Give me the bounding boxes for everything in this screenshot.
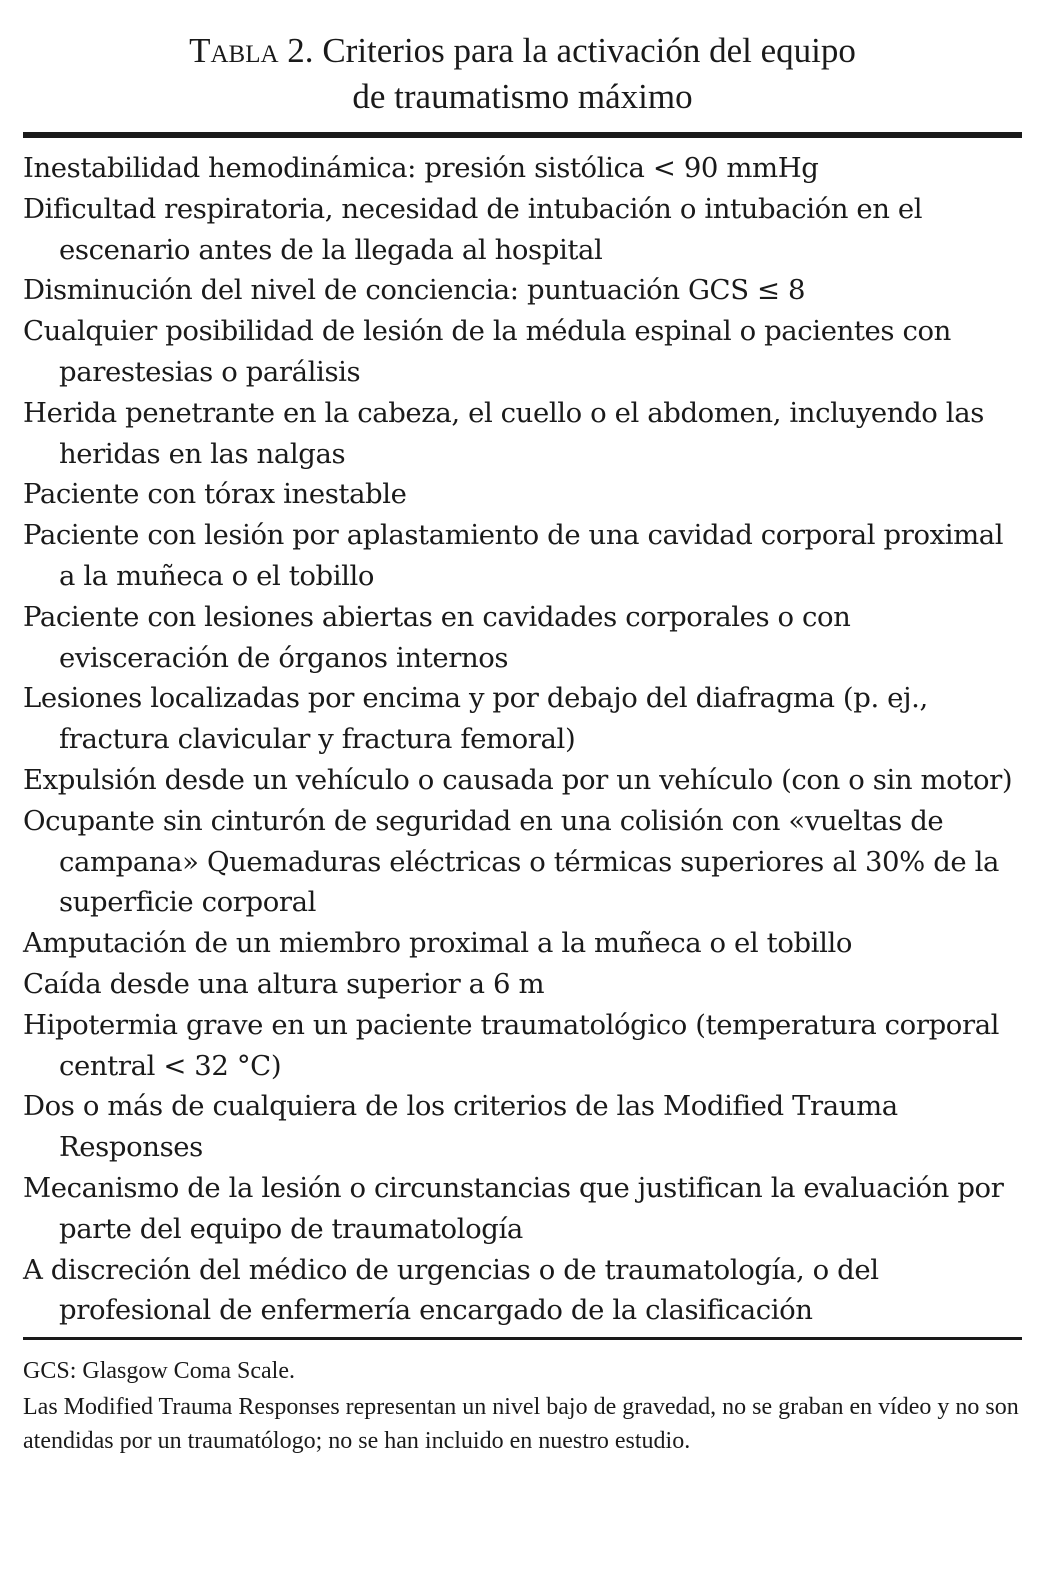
- criteria-item: Expulsión desde un vehículo o causada por un vehículo (con o sin motor): [23, 763, 1013, 796]
- criteria-item: Amputación de un miembro proximal a la muñeca o el tobillo: [23, 927, 853, 960]
- criteria-item: Disminución del nivel de conciencia: puntuación GCS ≤ 8: [23, 274, 806, 307]
- footnote-note: Las Modified Trauma Responses representan un nivel bajo de gravedad, no se graban en vídeo y no son atendidas por un traumatólogo; no se han incluido en nuestro estudio.: [23, 1394, 1019, 1455]
- top-rule: [23, 132, 1022, 138]
- criteria-item: A discreción del médico de urgencias o de traumatología, o del profesional de enfermería encargado de la clasificación: [23, 1253, 879, 1327]
- criteria-item: Inestabilidad hemodinámica: presión sistólica < 90 mmHg: [23, 152, 819, 184]
- table-title: [23, 28, 1022, 120]
- table-title-line1: Criterios para la activación del equipo: [322, 31, 856, 70]
- criteria-item: Paciente con lesión por aplastamiento de una cavidad corporal proximal a la muñeca o el tobillo: [23, 519, 1004, 592]
- criteria-item: Dificultad respiratoria, necesidad de intubación o intubación en el escenario antes de la llegada al hospital: [23, 192, 923, 266]
- criteria-list: [23, 148, 1022, 1331]
- criteria-item: Paciente con lesiones abiertas en cavidades corporales o con evisceración de órganos internos: [23, 600, 851, 674]
- criteria-item: Lesiones localizadas por encima y por debajo del diafragma (p. ej., fractura clavicular y fractura femoral): [23, 682, 928, 756]
- criteria-item: Caída desde una altura superior a 6 m: [23, 967, 545, 1000]
- criteria-item: Paciente con tórax inestable: [23, 478, 407, 511]
- criteria-item: Hipotermia grave en un paciente traumatológico (temperatura corporal central < 32 °C): [23, 1008, 1000, 1082]
- bottom-rule: [23, 1337, 1022, 1340]
- criteria-item: Dos o más de cualquiera de los criterios de las Modified Trauma Responses: [23, 1090, 898, 1164]
- criteria-item: Mecanismo de la lesión o circunstancias que justifican la evaluación por parte del equipo de traumatología: [23, 1171, 1004, 1245]
- footnote-abbreviation: GCS: Glasgow Coma Scale.: [23, 1358, 295, 1385]
- criteria-item: Cualquier posibilidad de lesión de la médula espinal o pacientes con parestesias o parálisis: [23, 315, 951, 388]
- table-label: Tabla 2.: [189, 31, 314, 70]
- criteria-item: Herida penetrante en la cabeza, el cuello o el abdomen, incluyendo las heridas en las nalgas: [23, 396, 984, 470]
- table-title-line2: de traumatismo máximo: [352, 77, 693, 116]
- table-footnotes: [23, 1354, 1022, 1458]
- criteria-item: Ocupante sin cinturón de seguridad en una colisión con «vueltas de campana» Quemaduras eléctricas o térmicas superiores al 30% de la superficie corporal: [23, 804, 1000, 919]
